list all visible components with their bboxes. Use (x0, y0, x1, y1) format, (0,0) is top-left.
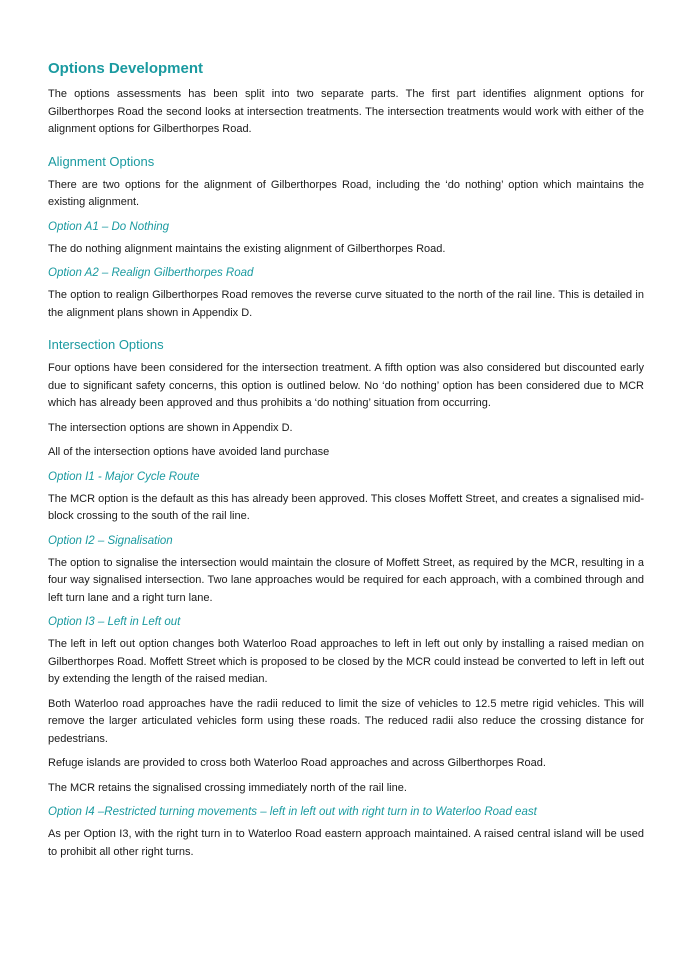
option-i2-paragraph: The option to signalise the intersection would maintain the closure of Moffett Street, as required by the MCR, resulting in a four way signalised intersection. Two lane approaches would be required for each approach, with a combined through and left turn lane and a right turn lane. (48, 556, 644, 604)
option-i2-heading: Option I2 – Signalisation (48, 534, 173, 547)
option-i3-paragraph-1: The left in left out option changes both Waterloo Road approaches to left in left out only by installing a raised median on Gilberthorpes Road. Moffett Street which is proposed to be closed by the MCR could instead be converted to left in left out by extending the length of the raised median. (48, 638, 644, 685)
intersection-options-heading: Intersection Options (48, 337, 164, 352)
option-i3-paragraph-3: Refuge islands are provided to cross both Waterloo Road approaches and across Gilberthorpes Road. (48, 757, 546, 769)
option-i3-paragraph-4: The MCR retains the signalised crossing immediately north of the rail line. (48, 781, 407, 794)
option-a1-paragraph: The do nothing alignment maintains the existing alignment of Gilberthorpes Road. (48, 242, 446, 255)
option-i1-heading: Option I1 - Major Cycle Route (48, 470, 200, 483)
option-i4-paragraph: As per Option I3, with the right turn in to Waterloo Road eastern approach maintained. A raised central island will be used to prohibit all other right turns. (48, 828, 644, 858)
intro-paragraph: The options assessments has been split into two separate parts. The first part identifies alignment options for Gilberthorpes Road the second looks at intersection treatments. The intersection treatments would work with either of the alignment options for Gilberthorpes Road. (48, 88, 644, 135)
option-i3-heading: Option I3 – Left in Left out (48, 616, 181, 628)
option-a1-heading: Option A1 – Do Nothing (48, 220, 170, 233)
section-title: Options Development (48, 60, 204, 77)
intersection-paragraph-1: Four options have been considered for the intersection treatment. A fifth option was also considered but discounted early due to significant safety concerns, this option is outlined below. No ‘do nothing’ option has been considered due to MCR which has already been approved and thus prohibits a ‘do nothing’ situation from occurring. (48, 362, 644, 409)
option-a2-heading: Option A2 – Realign Gilberthorpes Road (48, 267, 254, 279)
option-i1-paragraph: The MCR option is the default as this has already been approved. This closes Moffett Street, and creates a signalised mid-block crossing to the south of the rail line. (48, 492, 644, 522)
alignment-intro-paragraph: There are two options for the alignment of Gilberthorpes Road, including the ‘do nothing’ option which maintains the existing alignment. (48, 178, 644, 208)
intersection-paragraph-2: The intersection options are shown in Appendix D. (48, 421, 293, 434)
intersection-paragraph-3: All of the intersection options have avoided land purchase (48, 446, 330, 458)
option-a2-paragraph: The option to realign Gilberthorpes Road removes the reverse curve situated to the north of the rail line. This is detailed in the alignment plans shown in Appendix D. (48, 289, 644, 319)
document-page (48, 58, 644, 868)
option-i3-paragraph-2: Both Waterloo road approaches have the radii reduced to limit the size of vehicles to 12.5 metre rigid vehicles. This will remove the larger articulated vehicles form using these roads. The reduced radii also reduce the crossing distance for pedestrians. (48, 697, 644, 745)
alignment-options-heading: Alignment Options (48, 153, 155, 169)
option-i4-heading: Option I4 –Restricted turning movements – left in left out with right turn in to Waterloo Road east (48, 806, 537, 818)
